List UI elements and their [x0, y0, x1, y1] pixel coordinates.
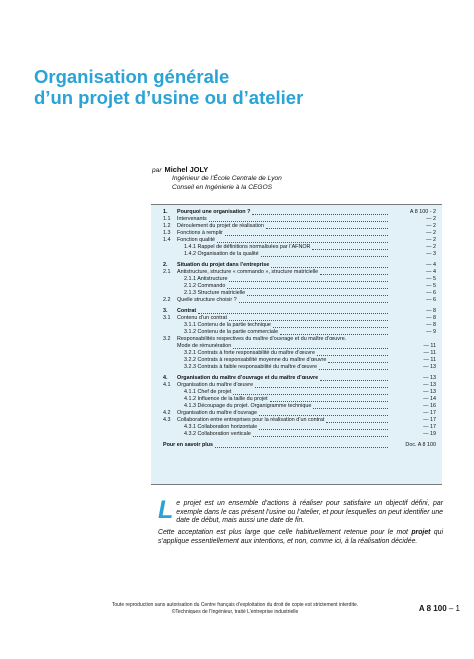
toc-entry[interactable]	[151, 375, 442, 382]
toc-leader-dots	[317, 355, 388, 356]
toc-entry-page: — 8	[426, 308, 436, 314]
copyright-line-2: ©Techniques de l’Ingénieur, traité L’entreprise industrielle	[171, 608, 299, 615]
toc-entry-number: 2.	[163, 262, 168, 268]
toc-entry-page: — 11	[423, 343, 436, 349]
toc-leader-dots	[280, 334, 388, 335]
toc-entry-number: 1.4	[163, 237, 171, 243]
toc-leader-dots	[217, 242, 388, 243]
toc-entry-page: — 13	[423, 382, 436, 388]
toc-leader-dots	[255, 387, 388, 388]
title-line-1: Organisation générale	[34, 66, 230, 87]
toc-leader-dots	[312, 249, 388, 250]
toc-leader-dots	[326, 422, 388, 423]
toc-entry-number: 2.1	[163, 269, 171, 275]
toc-entry[interactable]	[151, 269, 442, 276]
author-block	[152, 166, 452, 192]
toc-leader-dots	[319, 369, 388, 370]
table-of-contents	[151, 204, 442, 485]
toc-leader-dots	[259, 429, 388, 430]
toc-entry[interactable]	[151, 357, 442, 364]
author-name: Michel JOLY	[164, 165, 209, 174]
toc-entry-page: — 17	[423, 424, 436, 430]
toc-entry-label: 4.1.1 Chef de projet	[184, 389, 232, 395]
toc-entry[interactable]	[151, 223, 442, 230]
toc-entry[interactable]	[151, 276, 442, 283]
toc-entry[interactable]	[151, 329, 442, 336]
toc-entry-page: — 4	[426, 262, 436, 268]
author-role-2: Conseil en Ingénierie à la CEGOS	[172, 183, 273, 191]
toc-leader-dots	[270, 401, 388, 402]
toc-leader-dots	[229, 281, 388, 282]
intro-text	[158, 496, 443, 550]
toc-entry-page: Doc. A 8 100	[405, 442, 436, 448]
toc-entry[interactable]	[151, 431, 442, 438]
doc-code: A 8 100	[418, 604, 447, 613]
intro-p2-bold: projet	[411, 529, 431, 537]
toc-entry-page: — 2	[426, 223, 436, 229]
toc-entry-page: — 13	[423, 375, 436, 381]
page-reference	[419, 604, 460, 613]
toc-entry[interactable]	[151, 389, 442, 396]
toc-entry[interactable]	[151, 403, 442, 410]
toc-entry-label: 4.3.2 Collaboration verticale	[184, 431, 251, 437]
toc-entry-label: 2.1.1 Antistructure	[184, 276, 228, 282]
toc-entry-label: 2.1.2 Commando	[184, 283, 226, 289]
toc-entry-page: — 4	[426, 269, 436, 275]
toc-entry-number: 4.2	[163, 410, 171, 416]
toc-entry-label: Fonction qualité	[177, 237, 216, 243]
toc-entry-page: — 11	[423, 350, 436, 356]
copyright-notice	[70, 602, 400, 615]
toc-entry[interactable]	[151, 297, 442, 304]
toc-entry[interactable]	[151, 424, 442, 431]
toc-entry[interactable]	[151, 350, 442, 357]
toc-leader-dots	[271, 267, 388, 268]
toc-leader-dots	[320, 274, 388, 275]
toc-entry-page: — 19	[423, 431, 436, 437]
toc-entry-label: 3.2.2 Contrats à responsabilité moyenne du maître d’œuvre	[184, 357, 327, 363]
toc-entry-page: — 2	[426, 237, 436, 243]
toc-entry-number: 4.3	[163, 417, 171, 423]
toc-entry-page: — 5	[426, 276, 436, 282]
title-line-2: d’un projet d’usine ou d’atelier	[34, 87, 304, 108]
toc-leader-dots	[247, 295, 388, 296]
toc-leader-dots	[313, 408, 388, 409]
toc-entry-label: 2.1.3 Structure matricielle	[184, 290, 246, 296]
toc-entry[interactable]	[151, 364, 442, 371]
toc-entry-page: — 2	[426, 244, 436, 250]
toc-entry[interactable]	[151, 343, 442, 350]
toc-entry[interactable]	[151, 251, 442, 258]
page-number: – 1	[446, 604, 460, 613]
toc-leader-dots	[233, 394, 388, 395]
toc-entry[interactable]	[151, 442, 442, 449]
toc-entry-label: Mode de rémunération	[177, 343, 232, 349]
toc-entry-label: Situation du projet dans l’entreprise	[177, 262, 270, 268]
toc-entry[interactable]	[151, 308, 442, 315]
toc-entry-label: 4.3.1 Collaboration horizontale	[184, 424, 258, 430]
toc-leader-dots	[229, 320, 388, 321]
toc-leader-dots	[273, 327, 388, 328]
toc-leader-dots	[266, 228, 388, 229]
toc-entry[interactable]	[151, 322, 442, 329]
toc-entry-page: — 13	[423, 389, 436, 395]
toc-entry-label: Intervenants	[177, 216, 207, 222]
toc-entry-number: 1.2	[163, 223, 171, 229]
intro-paragraph-2	[158, 529, 443, 546]
toc-entry-label: 1.4.2 Organisation de la qualité	[184, 251, 259, 257]
toc-entry-label: Collaboration entre entreprises pour la réalisation d’un contrat	[177, 417, 325, 423]
toc-entry[interactable]	[151, 382, 442, 389]
toc-entry-number: 3.	[163, 308, 168, 314]
toc-entry-label: 3.2.1 Contrats à forte responsabilité du maître d’œuvre	[184, 350, 315, 356]
toc-entry-label: Organisation du maître d’ouvrage	[177, 410, 258, 416]
toc-entry-number: 3.2	[163, 336, 171, 342]
copyright-line-1: Toute reproduction sans autorisation du Centre français d’exploitation du droit de copie est strictement interdite.	[111, 602, 359, 608]
toc-entry-page: — 14	[423, 396, 436, 402]
toc-entry-label: Contenu d’un contrat	[177, 315, 228, 321]
toc-entry-label: Contrat	[177, 308, 197, 314]
toc-entry-label: 4.1.3 Découpage du projet. Organigramme technique	[184, 403, 312, 409]
toc-leader-dots	[198, 313, 388, 314]
toc-entry-page: — 3	[426, 251, 436, 257]
toc-entry-page: — 8	[426, 322, 436, 328]
toc-entry-label: Pourquoi une organisation ?	[177, 209, 251, 215]
toc-leader-dots	[320, 380, 388, 381]
toc-entry-label: Antistructure, structure « commando », structure matricielle	[177, 269, 319, 275]
document-title	[34, 66, 454, 108]
toc-entry-page: — 8	[426, 315, 436, 321]
toc-entry-page: — 11	[423, 357, 436, 363]
toc-entry-label: 3.1.1 Contenu de la partie technique	[184, 322, 271, 328]
toc-entry-label: Organisation du maître d’œuvre	[177, 382, 254, 388]
toc-leader-dots	[261, 256, 388, 257]
intro-p2-end: qui s’applique essentiellement aux intentions, et non, comme ici, à la réalisation décidée.	[158, 529, 443, 545]
intro-p1-text: e projet est un ensemble d’actions à réaliser pour satisfaire un objectif défini, par exemple dans le cas présent l’usine ou l’atelier, et pour lesquelles on peut identifier une date de début, mais aussi une date de fin.	[176, 500, 443, 525]
toc-entry-page: — 5	[426, 283, 436, 289]
toc-entry-page: — 17	[423, 417, 436, 423]
toc-entry-page: — 2	[426, 230, 436, 236]
toc-entry[interactable]	[151, 237, 442, 244]
intro-paragraph-1	[158, 496, 443, 526]
toc-entry-number: 3.1	[163, 315, 171, 321]
toc-entry-number: 2.2	[163, 297, 171, 303]
toc-entry-page: — 13	[423, 364, 436, 370]
author-role-1: Ingénieur de l’École Centrale de Lyon	[172, 175, 282, 183]
toc-entry-label: Quelle structure choisir ?	[177, 297, 237, 303]
toc-entry-number: 1.3	[163, 230, 171, 236]
toc-entry[interactable]	[151, 417, 442, 424]
toc-entry-page: — 6	[426, 290, 436, 296]
intro-p2-text: Cette acceptation est plus large que celle habituellement retenue pour le mot	[158, 529, 412, 537]
toc-entry-label: 1.4.1 Rappel de définitions normalisées par l’AFNOR	[184, 244, 311, 250]
toc-entry[interactable]	[151, 262, 442, 269]
toc-entry[interactable]	[151, 230, 442, 237]
toc-entry-page: — 6	[426, 297, 436, 303]
toc-entry[interactable]	[151, 410, 442, 417]
toc-entry-label: 3.1.2 Contenu de la partie commerciale	[184, 329, 279, 335]
toc-entry-number: 1.1	[163, 216, 171, 222]
toc-entry-label: 3.2.3 Contrats à faible responsabilité du maître d’œuvre	[184, 364, 318, 370]
toc-leader-dots	[233, 348, 388, 349]
toc-entry[interactable]	[151, 290, 442, 297]
toc-leader-dots	[215, 447, 388, 448]
toc-entry-label: Pour en savoir plus	[163, 442, 214, 448]
toc-leader-dots	[328, 362, 388, 363]
toc-entry-label: Déroulement du projet de réalisation	[177, 223, 264, 229]
toc-leader-dots	[227, 288, 388, 289]
toc-entry-number: 4.	[163, 375, 168, 381]
toc-entry-page: — 9	[426, 329, 436, 335]
toc-entry[interactable]	[151, 283, 442, 290]
author-prefix: par	[152, 167, 162, 174]
toc-entry-page: — 16	[423, 403, 436, 409]
toc-entry[interactable]	[151, 244, 442, 251]
toc-leader-dots	[252, 214, 388, 215]
toc-entry[interactable]	[151, 315, 442, 322]
toc-entry[interactable]	[151, 396, 442, 403]
toc-leader-dots	[253, 436, 388, 437]
toc-entry[interactable]	[151, 336, 442, 343]
toc-leader-dots	[225, 235, 388, 236]
toc-entry-number: 4.1	[163, 382, 171, 388]
toc-entry-label: Responsabilités respectives du maître d’ouvrage et du maître d’œuvre.	[177, 336, 347, 342]
toc-entry[interactable]	[151, 216, 442, 223]
toc-entry-label: 4.1.2 Influence de la taille du projet	[184, 396, 268, 402]
toc-leader-dots	[239, 302, 388, 303]
drop-cap: L	[158, 496, 174, 524]
toc-leader-dots	[259, 415, 388, 416]
toc-entry-page: — 17	[423, 410, 436, 416]
toc-leader-dots	[209, 221, 388, 222]
toc-entry-page: — 2	[426, 216, 436, 222]
toc-entry-label: Organisation du maître d’ouvrage et du maître d’œuvre	[177, 375, 319, 381]
toc-entry-label: Fonctions à remplir	[177, 230, 223, 236]
toc-entry-number: 1.	[163, 209, 168, 215]
toc-entry[interactable]	[151, 209, 442, 216]
toc-entry-page: A 8 100 - 2	[409, 209, 436, 215]
